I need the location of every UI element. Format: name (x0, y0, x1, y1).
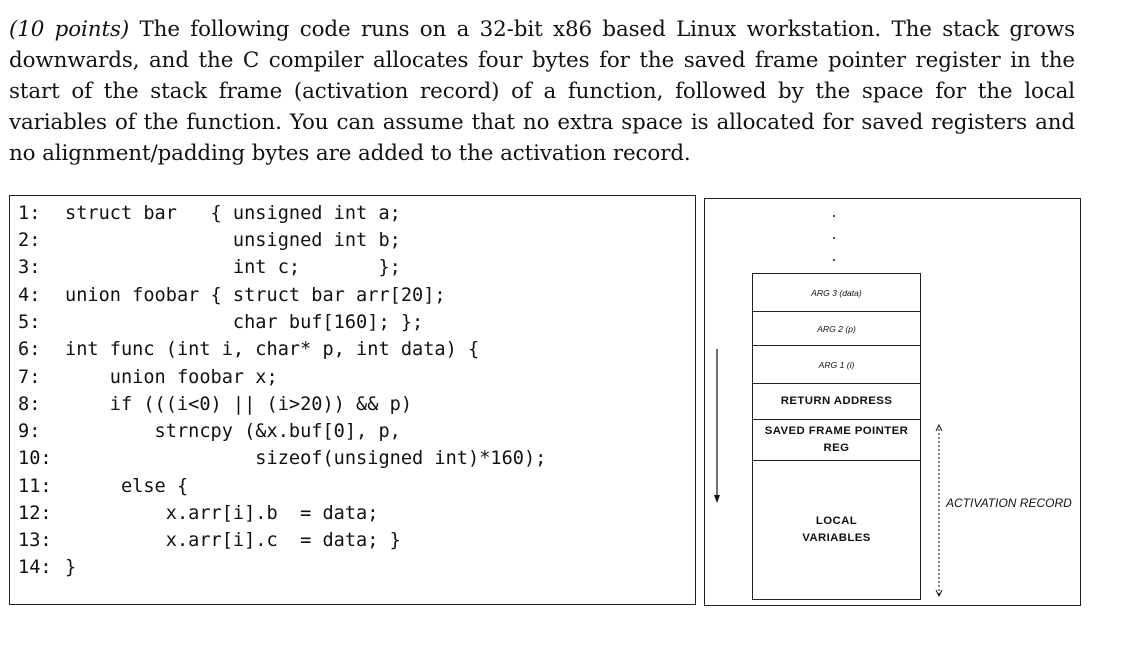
diagram-arrows (705, 199, 1082, 607)
line-number: 14: (18, 557, 52, 578)
activation-record-label: ACTIVATION RECORD (946, 496, 1072, 510)
code-line (10, 227, 690, 254)
code-line (10, 200, 690, 227)
code-text: char buf[160]; }; (65, 312, 424, 333)
code-line (10, 309, 690, 336)
code-line (10, 364, 690, 391)
line-number: 2: (18, 230, 41, 251)
line-number: 10: (18, 448, 52, 469)
code-line (10, 527, 690, 554)
question-body: The following code runs on a 32-bit x86 based Linux workstation. The stack grows downwards, and the C compiler allocates four bytes for the saved frame pointer register in the start of the stack frame (activation record) of a function, followed by the space for the local variables of the function. You can assume that no extra space is allocated for saved registers and no alignment/padding bytes are added to the activation record. (9, 17, 1075, 166)
code-line (10, 336, 690, 363)
code-listing (9, 195, 696, 605)
code-text: int func (int i, char* p, int data) { (65, 339, 480, 360)
code-text: strncpy (&x.buf[0], p, (65, 421, 401, 442)
code-line (10, 445, 690, 472)
code-text: sizeof(unsigned int)*160); (65, 448, 547, 469)
stack-cell-saved-frame-pointer: SAVED FRAME POINTER REG (753, 420, 920, 461)
code-text: int c; }; (65, 257, 401, 278)
code-text: union foobar x; (65, 367, 278, 388)
question-points: (10 points) (9, 17, 130, 42)
line-number: 9: (18, 421, 41, 442)
line-number: 6: (18, 339, 41, 360)
line-number: 12: (18, 503, 52, 524)
line-number: 5: (18, 312, 41, 333)
code-line (10, 554, 690, 581)
line-number: 4: (18, 285, 41, 306)
stack-cell-local-variables: LOCAL VARIABLES (802, 515, 871, 544)
line-number: 13: (18, 530, 52, 551)
code-line (10, 254, 690, 281)
code-text: x.arr[i].b = data; (65, 503, 379, 524)
code-line (10, 391, 690, 418)
code-line (10, 282, 690, 309)
code-text: } (65, 557, 77, 578)
stack-cell-return-address: RETURN ADDRESS (753, 384, 920, 420)
stack-cell-arg3: ARG 3 (data) (753, 274, 920, 312)
question-text (9, 14, 1075, 169)
code-text: union foobar { struct bar arr[20]; (65, 285, 446, 306)
growth-arrow-head (714, 495, 720, 503)
code-line (10, 473, 690, 500)
line-number: 11: (18, 476, 52, 497)
code-line (10, 500, 690, 527)
line-number: 8: (18, 394, 41, 415)
line-number: 3: (18, 257, 41, 278)
code-text: x.arr[i].c = data; } (65, 530, 401, 551)
stack-diagram (704, 198, 1081, 606)
stack-cell-arg1: ARG 1 (i) (753, 346, 920, 384)
line-number: 7: (18, 367, 41, 388)
code-line (10, 418, 690, 445)
stack-cell-arg2: ARG 2 (p) (753, 312, 920, 346)
line-number: 1: (18, 203, 41, 224)
code-text: else { (65, 476, 189, 497)
code-text: struct bar { unsigned int a; (65, 203, 401, 224)
code-text: if (((i<0) || (i>20)) && p) (65, 394, 413, 415)
code-text: unsigned int b; (65, 230, 401, 251)
